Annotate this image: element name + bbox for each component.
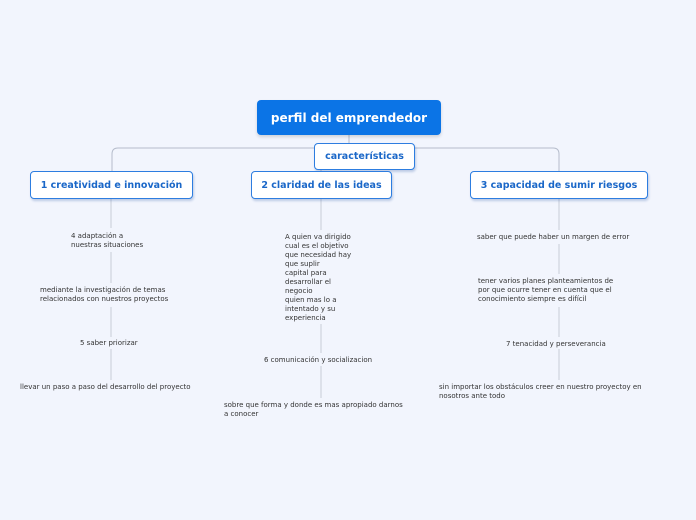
leaf-node[interactable]: saber que puede haber un margen de error: [477, 233, 630, 241]
leaf-node[interactable]: A quien va dirigido cual es el objetivo que necesidad hay que suplir capital para desarrollar el negocio quien mas lo a intentado y su experiencia: [285, 233, 352, 322]
leaf-node[interactable]: sobre que forma y donde es mas apropiado darnos a conocer: [224, 401, 403, 418]
branch-node-1[interactable]: [30, 171, 193, 199]
leaf-node[interactable]: 7 tenacidad y perseverancia: [506, 340, 606, 348]
root-node[interactable]: [257, 100, 441, 135]
branch-label: 1 creatividad e innovación: [40, 179, 183, 191]
leaf-node[interactable]: llevar un paso a paso del desarrollo del proyecto: [20, 383, 191, 391]
leaf-node[interactable]: mediante la investigación de temas relacionados con nuestros proyectos: [40, 286, 169, 303]
branch-node-3[interactable]: [470, 171, 648, 199]
connector-branch-1: [112, 148, 314, 171]
leaf-node[interactable]: 5 saber priorizar: [80, 339, 138, 347]
connector-branch-3: [415, 148, 559, 171]
leaf-node[interactable]: 6 comunicación y socializacion: [264, 356, 373, 364]
leaf-node[interactable]: sin importar los obstáculos creer en nuestro proyectoy en nosotros ante todo: [439, 383, 642, 400]
leaf-node[interactable]: 4 adaptación a nuestras situaciones: [71, 232, 144, 249]
branch-label: 2 claridad de las ideas: [261, 179, 382, 191]
branch-label: 3 capacidad de sumir riesgos: [480, 179, 638, 191]
leaf-node[interactable]: tener varios planes planteamientos de por que ocurre tener en cuenta que el conocimiento siempre es difícil: [478, 277, 614, 303]
root-label: perfil del emprendedor: [270, 110, 428, 125]
branch-node-2[interactable]: [251, 171, 392, 199]
relation-node[interactable]: [314, 143, 415, 170]
relation-label: características: [325, 151, 404, 162]
